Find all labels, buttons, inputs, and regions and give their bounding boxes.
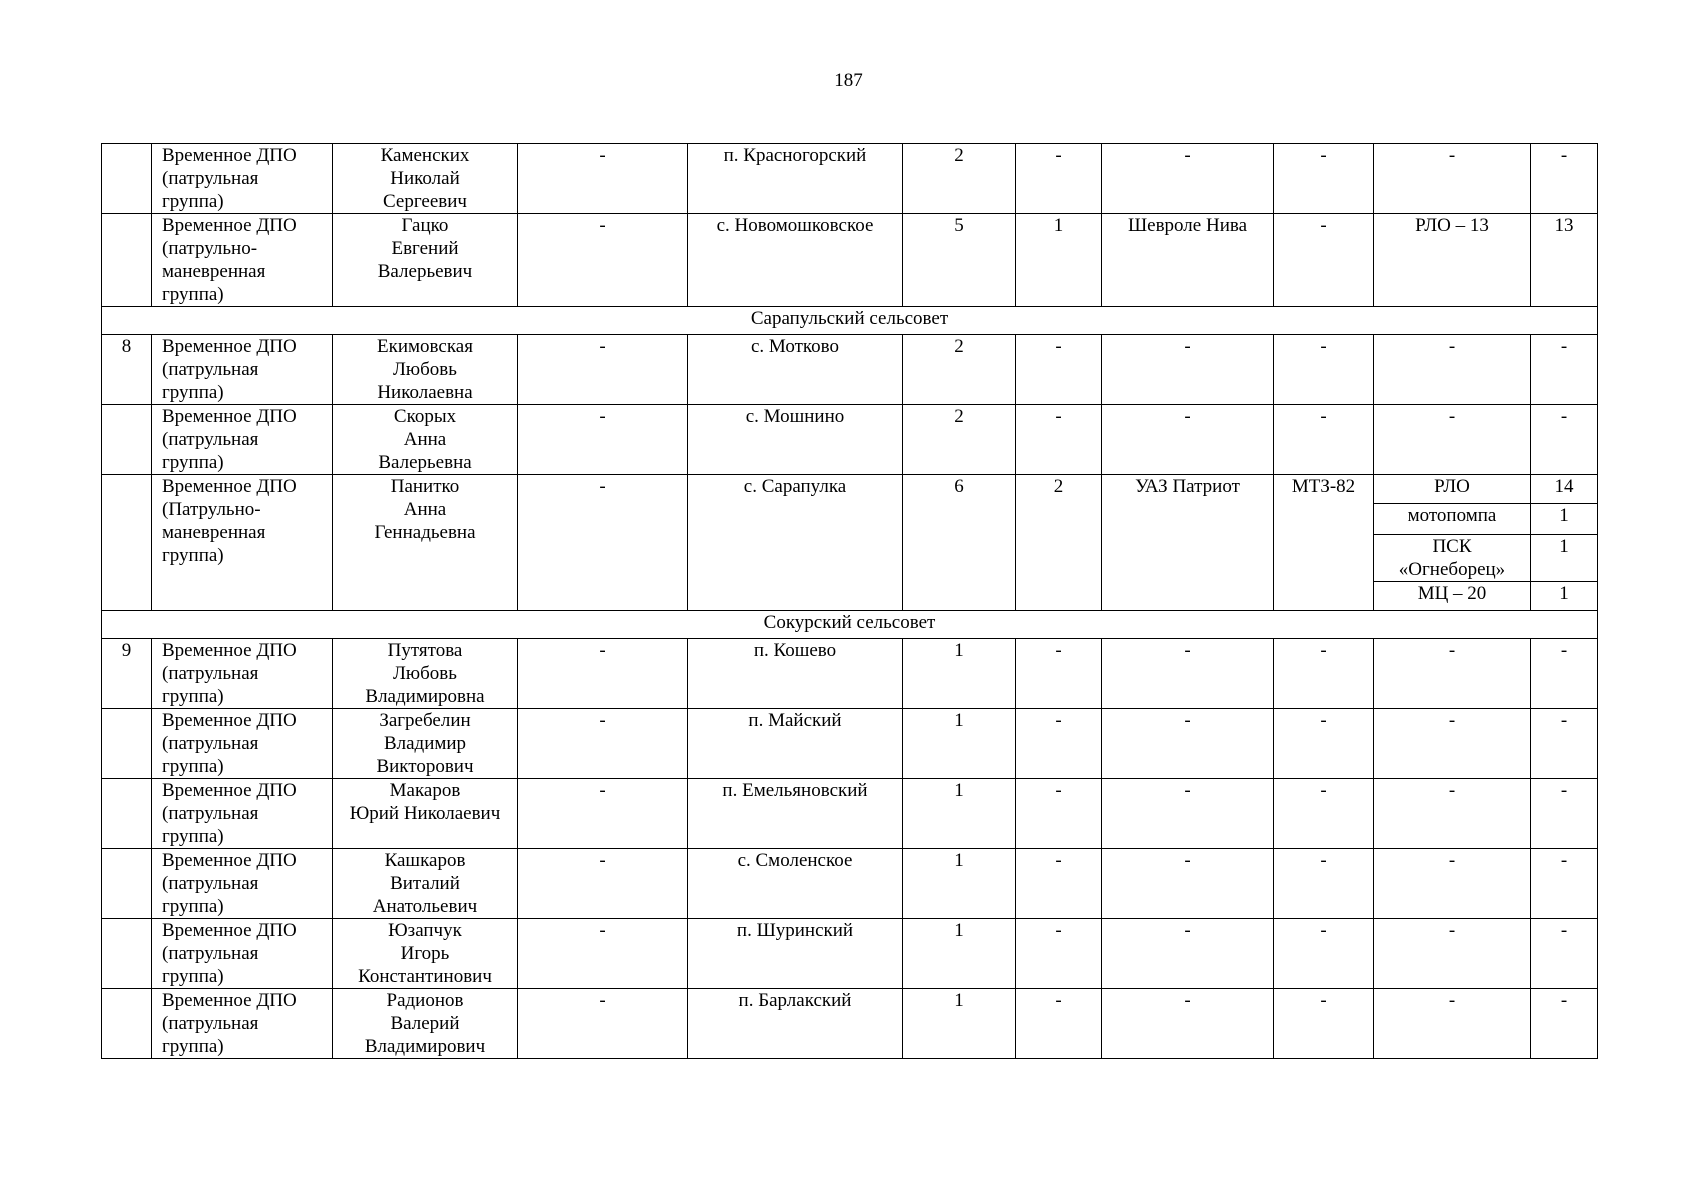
col3-value: - <box>518 405 688 475</box>
head-name-line: Юрий Николаевич <box>349 803 501 824</box>
settlement: с. Сарапулка <box>688 475 903 611</box>
vehicle: - <box>1102 639 1274 709</box>
unit-name <box>152 335 333 405</box>
settlement: с. Новомошковское <box>688 214 903 307</box>
equipment-qty: 1 <box>1531 535 1598 582</box>
head-name <box>333 989 518 1059</box>
equipment-qty: - <box>1531 709 1598 779</box>
staff-count: 2 <box>903 335 1016 405</box>
equipment-qty: 14 <box>1531 475 1598 504</box>
table-row <box>102 144 1598 214</box>
row-number <box>102 214 152 307</box>
staff-count: 1 <box>903 919 1016 989</box>
head-name-line: Константинович <box>358 966 492 987</box>
unit-name <box>152 779 333 849</box>
unit-name <box>152 639 333 709</box>
head-name-line: Валерий <box>390 1013 460 1034</box>
vehicle: - <box>1102 335 1274 405</box>
staff-count: 1 <box>903 849 1016 919</box>
col6-value: - <box>1016 335 1102 405</box>
equipment <box>1374 535 1531 582</box>
unit-name-line: (патрульная <box>162 168 259 189</box>
col6-value: - <box>1016 144 1102 214</box>
head-name-line: Загребелин <box>379 710 471 731</box>
head-name <box>333 405 518 475</box>
head-name-line: Владимирович <box>364 1036 486 1057</box>
tractor: - <box>1274 919 1374 989</box>
head-name <box>333 475 518 611</box>
unit-name <box>152 405 333 475</box>
col3-value: - <box>518 849 688 919</box>
tractor: - <box>1274 709 1374 779</box>
head-name-line: Кашкаров <box>384 850 466 871</box>
settlement: с. Смоленское <box>688 849 903 919</box>
settlement: с. Мошнино <box>688 405 903 475</box>
equipment-line: РЛО <box>1434 476 1470 497</box>
col3-value: - <box>518 989 688 1059</box>
unit-name-line: (патрульная <box>162 429 259 450</box>
row-number <box>102 475 152 611</box>
unit-name <box>152 849 333 919</box>
head-name-line: Любовь <box>393 359 457 380</box>
head-name-line: Панитко <box>390 476 460 497</box>
unit-name-line: группа) <box>162 191 224 212</box>
unit-name <box>152 989 333 1059</box>
unit-name-line: Временное ДПО <box>162 710 297 731</box>
vehicle: - <box>1102 405 1274 475</box>
unit-name-line: группа) <box>162 452 224 473</box>
head-name-line: Владимировна <box>365 686 485 707</box>
unit-name <box>152 144 333 214</box>
tractor: - <box>1274 405 1374 475</box>
unit-name <box>152 214 333 307</box>
section-row <box>102 307 1598 335</box>
equipment <box>1374 504 1531 535</box>
table-row <box>102 639 1598 709</box>
unit-name-line: группа) <box>162 1036 224 1057</box>
unit-name-line: (патрульно- <box>162 238 258 259</box>
head-name-line: Гацко <box>401 215 449 236</box>
equipment: - <box>1374 335 1531 405</box>
vehicle: Шевроле Нива <box>1102 214 1274 307</box>
table-row <box>102 989 1598 1059</box>
vehicle: - <box>1102 144 1274 214</box>
staff-count: 1 <box>903 989 1016 1059</box>
equipment: - <box>1374 709 1531 779</box>
unit-name-line: группа) <box>162 545 224 566</box>
fire-brigades-table <box>101 143 1598 1059</box>
table-row <box>102 335 1598 405</box>
head-name-line: Анна <box>403 429 447 450</box>
vehicle: - <box>1102 919 1274 989</box>
equipment <box>1374 582 1531 611</box>
unit-name-line: (патрульная <box>162 803 259 824</box>
col3-value: - <box>518 335 688 405</box>
equipment-line: мотопомпа <box>1407 505 1497 526</box>
head-name-line: Николаевна <box>377 382 473 403</box>
unit-name-line: группа) <box>162 826 224 847</box>
col6-value: 1 <box>1016 214 1102 307</box>
col6-value: - <box>1016 989 1102 1059</box>
settlement: п. Кошево <box>688 639 903 709</box>
col6-value: - <box>1016 639 1102 709</box>
tractor: - <box>1274 779 1374 849</box>
row-number <box>102 989 152 1059</box>
head-name <box>333 709 518 779</box>
col6-value: - <box>1016 709 1102 779</box>
equipment-qty: - <box>1531 335 1598 405</box>
head-name-line: Валерьевич <box>377 261 473 282</box>
equipment-line: ПСК <box>1432 536 1472 557</box>
col6-value: - <box>1016 405 1102 475</box>
equipment-qty: - <box>1531 779 1598 849</box>
unit-name-line: группа) <box>162 896 224 917</box>
staff-count: 6 <box>903 475 1016 611</box>
staff-count: 5 <box>903 214 1016 307</box>
col3-value: - <box>518 709 688 779</box>
equipment: - <box>1374 405 1531 475</box>
col6-value: 2 <box>1016 475 1102 611</box>
tractor: - <box>1274 214 1374 307</box>
equipment: - <box>1374 989 1531 1059</box>
staff-count: 1 <box>903 779 1016 849</box>
table-row <box>102 709 1598 779</box>
head-name-line: Анатольевич <box>372 896 478 917</box>
vehicle: - <box>1102 779 1274 849</box>
unit-name-line: маневренная <box>162 261 266 282</box>
unit-name-line: Временное ДПО <box>162 990 297 1011</box>
table-row <box>102 214 1598 307</box>
unit-name-line: (патрульная <box>162 943 259 964</box>
unit-name <box>152 709 333 779</box>
vehicle: - <box>1102 709 1274 779</box>
head-name <box>333 849 518 919</box>
col3-value: - <box>518 779 688 849</box>
staff-count: 1 <box>903 709 1016 779</box>
equipment-line: «Огнеборец» <box>1398 559 1506 580</box>
head-name <box>333 214 518 307</box>
vehicle: УАЗ Патриот <box>1102 475 1274 611</box>
staff-count: 2 <box>903 405 1016 475</box>
settlement: п. Майский <box>688 709 903 779</box>
row-number <box>102 144 152 214</box>
table-body <box>102 144 1598 1059</box>
equipment-qty: - <box>1531 849 1598 919</box>
unit-name-line: Временное ДПО <box>162 640 297 661</box>
equipment-qty: 1 <box>1531 504 1598 535</box>
unit-name-line: группа) <box>162 284 224 305</box>
row-number <box>102 405 152 475</box>
section-title: Сарапульский сельсовет <box>102 307 1598 335</box>
head-name-line: Игорь <box>400 943 450 964</box>
equipment-qty: - <box>1531 405 1598 475</box>
table-row <box>102 405 1598 475</box>
head-name-line: Екимовская <box>377 336 473 357</box>
equipment: - <box>1374 779 1531 849</box>
head-name-line: Путятова <box>387 640 463 661</box>
row-number <box>102 849 152 919</box>
equipment: - <box>1374 919 1531 989</box>
tractor: - <box>1274 335 1374 405</box>
head-name <box>333 779 518 849</box>
head-name-line: Виталий <box>390 873 460 894</box>
unit-name-line: маневренная <box>162 522 266 543</box>
col6-value: - <box>1016 919 1102 989</box>
tractor: - <box>1274 849 1374 919</box>
tractor: МТЗ-82 <box>1274 475 1374 611</box>
head-name-line: Макаров <box>389 780 461 801</box>
row-number: 8 <box>102 335 152 405</box>
head-name-line: Николай <box>390 168 460 189</box>
staff-count: 1 <box>903 639 1016 709</box>
head-name-line: Валерьевна <box>378 452 472 473</box>
unit-name-line: Временное ДПО <box>162 215 297 236</box>
tractor: - <box>1274 989 1374 1059</box>
unit-name-line: Временное ДПО <box>162 145 297 166</box>
col3-value: - <box>518 214 688 307</box>
unit-name-line: (патрульная <box>162 359 259 380</box>
tractor: - <box>1274 144 1374 214</box>
settlement: п. Барлакский <box>688 989 903 1059</box>
equipment: - <box>1374 639 1531 709</box>
head-name-line: Скорых <box>393 406 457 427</box>
head-name <box>333 639 518 709</box>
vehicle: - <box>1102 989 1274 1059</box>
equipment-qty: - <box>1531 919 1598 989</box>
head-name-line: Анна <box>403 499 447 520</box>
equipment-line: МЦ – 20 <box>1417 583 1487 604</box>
page-number: 187 <box>834 70 863 91</box>
equipment-qty: 13 <box>1531 214 1598 307</box>
settlement: п. Шуринский <box>688 919 903 989</box>
section-row <box>102 611 1598 639</box>
unit-name-line: Временное ДПО <box>162 920 297 941</box>
col3-value: - <box>518 475 688 611</box>
unit-name <box>152 475 333 611</box>
settlement: с. Мотково <box>688 335 903 405</box>
unit-name-line: Временное ДПО <box>162 406 297 427</box>
head-name <box>333 144 518 214</box>
equipment-qty: - <box>1531 989 1598 1059</box>
head-name-line: Викторович <box>376 756 474 777</box>
unit-name-line: Временное ДПО <box>162 850 297 871</box>
equipment: - <box>1374 144 1531 214</box>
equipment-qty: - <box>1531 144 1598 214</box>
head-name-line: Каменских <box>380 145 470 166</box>
section-title: Сокурский сельсовет <box>102 611 1598 639</box>
head-name-line: Юзапчук <box>388 920 462 941</box>
head-name-line: Владимир <box>383 733 467 754</box>
row-number <box>102 919 152 989</box>
unit-name-line: группа) <box>162 966 224 987</box>
equipment: - <box>1374 849 1531 919</box>
col3-value: - <box>518 919 688 989</box>
unit-name-line: Временное ДПО <box>162 336 297 357</box>
head-name-line: Евгений <box>391 238 459 259</box>
table-row <box>102 849 1598 919</box>
head-name-line: Сергеевич <box>383 191 467 212</box>
row-number <box>102 779 152 849</box>
table-row <box>102 779 1598 849</box>
unit-name-line: (Патрульно- <box>162 499 261 520</box>
settlement: п. Емельяновский <box>688 779 903 849</box>
col6-value: - <box>1016 849 1102 919</box>
unit-name-line: Временное ДПО <box>162 780 297 801</box>
tractor: - <box>1274 639 1374 709</box>
unit-name-line: (патрульная <box>162 663 259 684</box>
unit-name-line: (патрульная <box>162 873 259 894</box>
col6-value: - <box>1016 779 1102 849</box>
col3-value: - <box>518 639 688 709</box>
head-name <box>333 335 518 405</box>
row-number <box>102 709 152 779</box>
head-name <box>333 919 518 989</box>
head-name-line: Любовь <box>393 663 457 684</box>
unit-name-line: Временное ДПО <box>162 476 297 497</box>
col3-value: - <box>518 144 688 214</box>
staff-count: 2 <box>903 144 1016 214</box>
equipment-qty: - <box>1531 639 1598 709</box>
unit-name-line: группа) <box>162 382 224 403</box>
unit-name <box>152 919 333 989</box>
head-name-line: Радионов <box>386 990 464 1011</box>
equipment-qty: 1 <box>1531 582 1598 611</box>
row-number: 9 <box>102 639 152 709</box>
unit-name-line: (патрульная <box>162 733 259 754</box>
vehicle: - <box>1102 849 1274 919</box>
table-row <box>102 475 1598 504</box>
table-row <box>102 919 1598 989</box>
equipment <box>1374 475 1531 504</box>
unit-name-line: (патрульная <box>162 1013 259 1034</box>
equipment: РЛО – 13 <box>1374 214 1531 307</box>
unit-name-line: группа) <box>162 756 224 777</box>
head-name-line: Геннадьевна <box>374 522 476 543</box>
unit-name-line: группа) <box>162 686 224 707</box>
settlement: п. Красногорский <box>688 144 903 214</box>
